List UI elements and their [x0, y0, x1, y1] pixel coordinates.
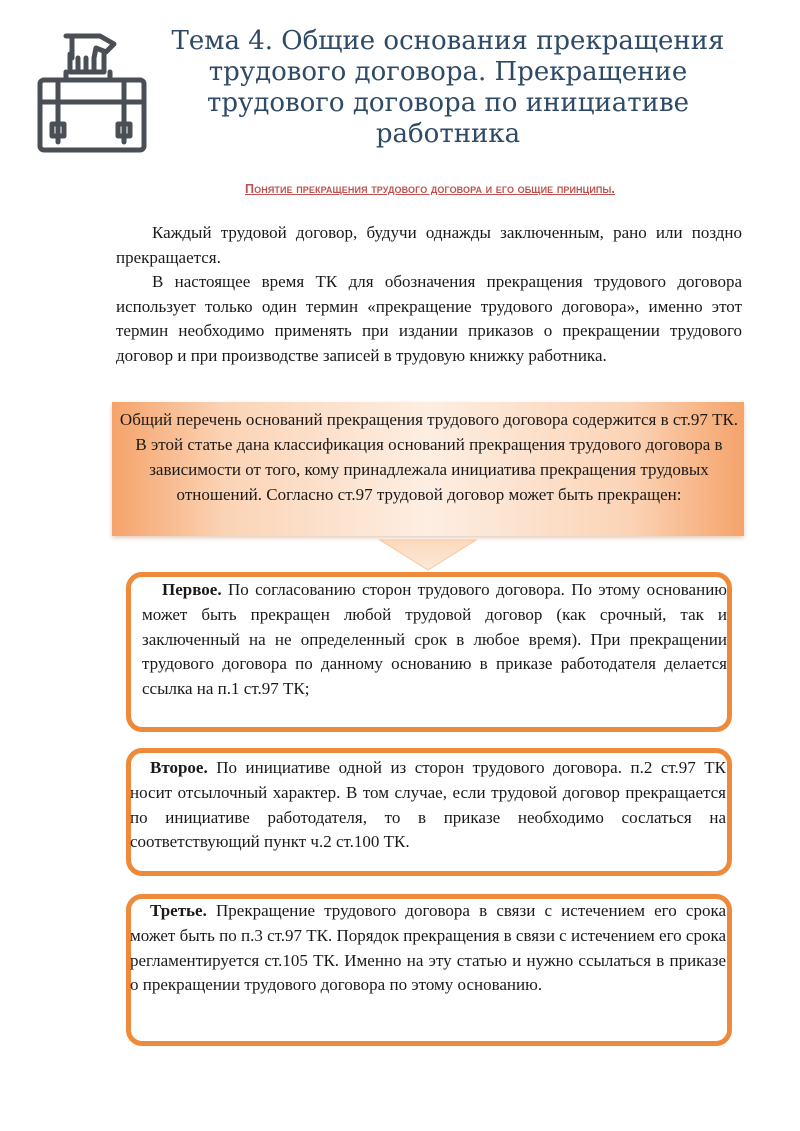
ground-text-1	[142, 578, 727, 702]
section-heading: Понятие прекращения трудового договора и его общие принципы.	[245, 182, 615, 196]
intro-paragraph-2: В настоящее время ТК для обозначения прекращения трудового договора использует только один термин «прекращение трудового договора», именно этот термин необходимо применять при издании приказов о прекращении трудового договор и при производстве записей в трудовую книжку работника.	[116, 272, 742, 365]
ground-body-2: По инициативе одной из сторон трудового договора. п.2 ст.97 ТК носит отсылочный характер. В том случае, если трудовой договор прекращается по инициативе работодателя, то в приказе необходимо сослаться на соответствующий пункт ч.2 ст.100 ТК.	[130, 758, 726, 852]
down-arrow-icon	[378, 538, 478, 572]
briefcase-hand-icon	[36, 32, 148, 154]
ground-body-3: Прекращение трудового договора в связи с истечением его срока может быть по п.3 ст.97 ТК. Порядок прекращения в связи с истечением его срока регламентируется ст.105 ТК. Именно на эту статью и нужно ссылаться в приказе о прекращении трудового договора по этому основанию.	[130, 901, 726, 995]
intro-paragraph-1: Каждый трудовой договор, будучи однажды заключенным, рано или поздно прекращается.	[116, 223, 742, 267]
ground-label-2: Второе.	[150, 758, 208, 777]
ground-label-3: Третье.	[150, 901, 207, 920]
ground-body-1: По согласованию сторон трудового договора. По этому основанию может быть прекращен любой трудовой договор (как срочный, так и заключенный на не определенный срок в любое время). При прекращении трудового договора по данному основанию в приказе работодателя делается ссылка на п.1 ст.97 ТК;	[142, 580, 727, 699]
ground-text-3	[130, 899, 726, 998]
page-title: Тема 4. Общие основания прекращения трудового договора. Прекращение трудового договора по инициативе работника	[171, 26, 725, 149]
ground-text-2	[130, 756, 726, 855]
callout-text: Общий перечень оснований прекращения трудового договора содержится в ст.97 ТК. В этой статье дана классификация оснований прекращения трудового договора в зависимости от того, кому принадлежала инициатива прекращения трудовых отношений. Согласно ст.97 трудовой договор может быть прекращен:	[119, 410, 739, 504]
intro-text	[116, 221, 742, 369]
ground-label-1: Первое.	[162, 580, 222, 599]
